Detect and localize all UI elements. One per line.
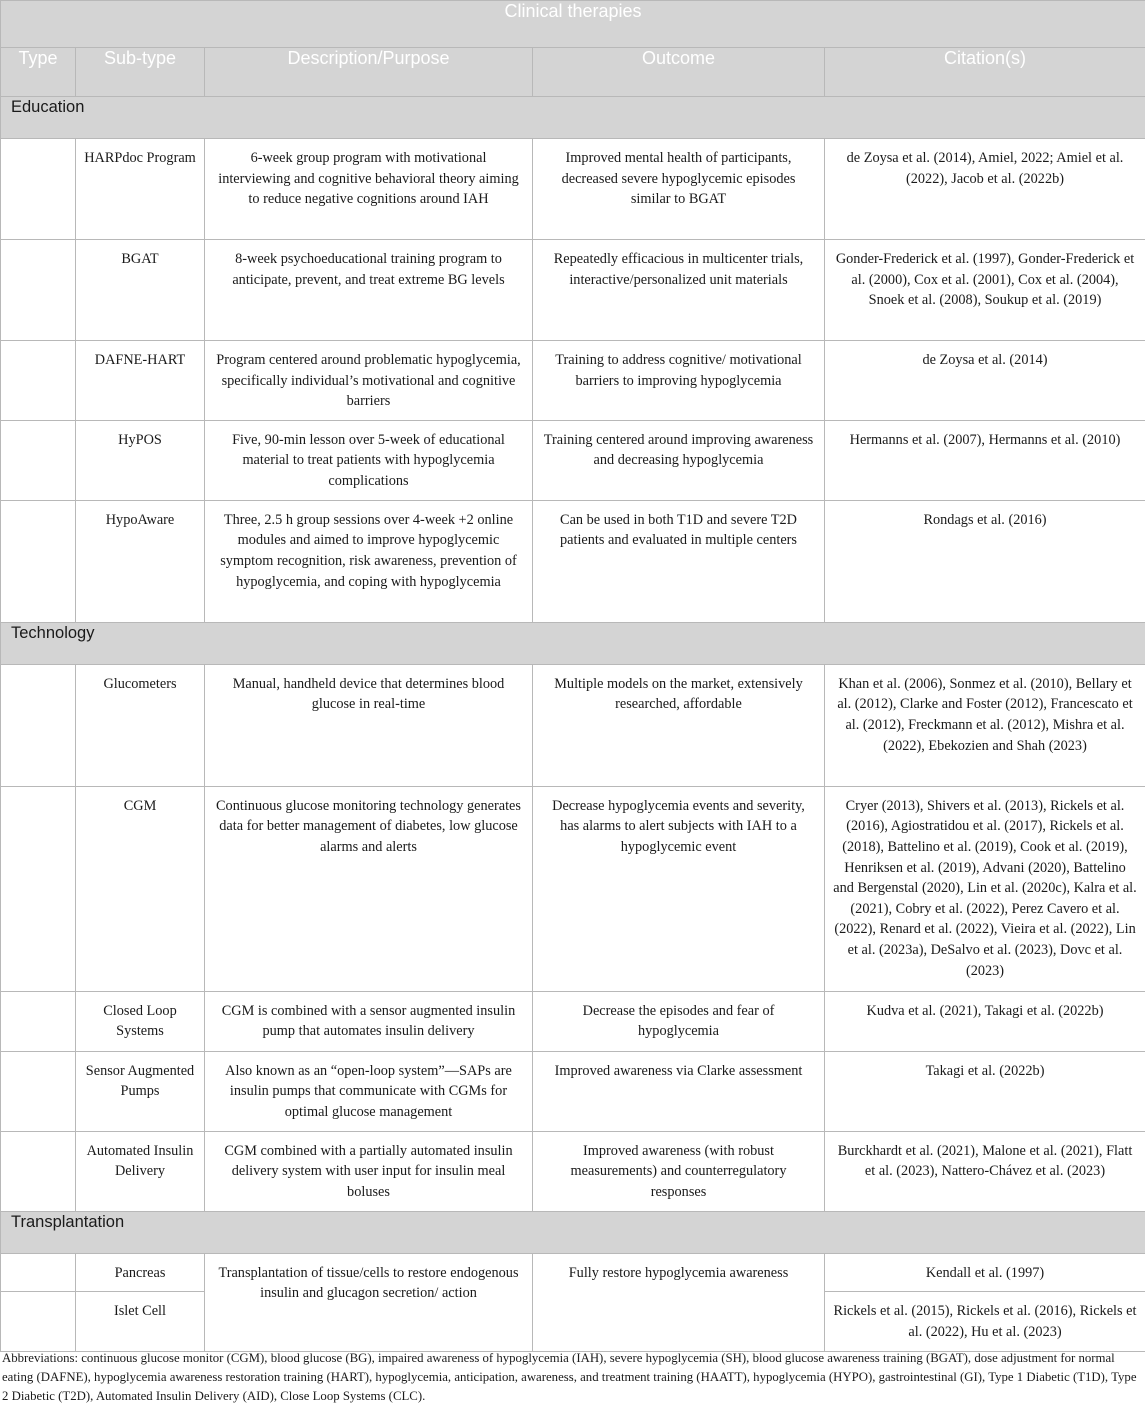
- outcome-cell: Training to address cognitive/ motivational barriers to improving hypoglycemia: [533, 341, 825, 421]
- section-technology: Technology: [1, 622, 1145, 664]
- citations-cell: Rondags et al. (2016): [825, 500, 1145, 622]
- citations-cell: Khan et al. (2006), Sonmez et al. (2010), Bellary et al. (2012), Clarke and Foster (2012), Francescato et al. (2012), Freckmann et al. (2012), Mishra et al. (2022), Ebekozien and Shah (2023): [825, 664, 1145, 786]
- citations-cell: Rickels et al. (2015), Rickels et al. (2016), Rickels et al. (2022), Hu et al. (2023): [825, 1292, 1145, 1351]
- subtype-cell: HypoAware: [76, 500, 205, 622]
- column-header-subtype: Sub-type: [76, 48, 205, 97]
- outcome-cell: Improved awareness (with robust measurements) and counterregulatory responses: [533, 1131, 825, 1211]
- type-cell: [1, 240, 76, 341]
- subtype-cell: BGAT: [76, 240, 205, 341]
- citations-cell: Takagi et al. (2022b): [825, 1051, 1145, 1131]
- description-cell: CGM combined with a partially automated insulin delivery system with user input for insulin meal boluses: [205, 1131, 533, 1211]
- outcome-cell: Multiple models on the market, extensively researched, affordable: [533, 664, 825, 786]
- table-row: [1, 240, 1145, 341]
- table-row: [1, 664, 1145, 786]
- outcome-cell: Repeatedly efficacious in multicenter trials, interactive/personalized unit materials: [533, 240, 825, 341]
- citations-cell: de Zoysa et al. (2014): [825, 341, 1145, 421]
- outcome-cell: Training centered around improving awareness and decreasing hypoglycemia: [533, 420, 825, 500]
- table-row: [1, 139, 1145, 240]
- description-cell: CGM is combined with a sensor augmented insulin pump that automates insulin delivery: [205, 991, 533, 1051]
- citations-cell: Gonder-Frederick et al. (1997), Gonder-Frederick et al. (2000), Cox et al. (2001), Cox et al. (2004), Snoek et al. (2008), Soukup et al. (2019): [825, 240, 1145, 341]
- column-header-citations: Citation(s): [825, 48, 1145, 97]
- citations-cell: de Zoysa et al. (2014), Amiel, 2022; Amiel et al. (2022), Jacob et al. (2022b): [825, 139, 1145, 240]
- section-transplantation: Transplantation: [1, 1211, 1145, 1253]
- outcome-cell: Decrease hypoglycemia events and severity, has alarms to alert subjects with IAH to a hypoglycemic event: [533, 786, 825, 991]
- description-cell: 8-week psychoeducational training program to anticipate, prevent, and treat extreme BG levels: [205, 240, 533, 341]
- subtype-cell: HyPOS: [76, 420, 205, 500]
- table-row: [1, 341, 1145, 421]
- description-cell: Continuous glucose monitoring technology generates data for better management of diabetes, low glucose alarms and alerts: [205, 786, 533, 991]
- type-cell: [1, 341, 76, 421]
- subtype-cell: Sensor Augmented Pumps: [76, 1051, 205, 1131]
- outcome-cell: Improved mental health of participants, decreased severe hypoglycemic episodes similar to BGAT: [533, 139, 825, 240]
- abbreviations-footnote: Abbreviations: continuous glucose monitor (CGM), blood glucose (BG), impaired awareness of hypoglycemia (IAH), severe hypoglycemia (SH), blood glucose awareness training (BGAT), dose adjustment for normal eating (DAFNE), hypoglycemia awareness restoration training (HART), hypoglycemia, anticipation, awareness, and treatment training (HAATT), hypoglycemia (HYPO), gastrointestinal (GI), Type 1 Diabetic (T1D), Type 2 Diabetic (T2D), Automated Insulin Delivery (AID), Close Loop Systems (CLC).: [2, 1351, 1137, 1404]
- subtype-cell: Pancreas: [76, 1253, 205, 1292]
- section-education: Education: [1, 97, 1145, 139]
- subtype-cell: HARPdoc Program: [76, 139, 205, 240]
- type-cell: [1, 139, 76, 240]
- subtype-cell: CGM: [76, 786, 205, 991]
- type-cell: [1, 664, 76, 786]
- type-cell: [1, 786, 76, 991]
- subtype-cell: Glucometers: [76, 664, 205, 786]
- outcome-cell: Can be used in both T1D and severe T2D patients and evaluated in multiple centers: [533, 500, 825, 622]
- table-row: [1, 1051, 1145, 1131]
- column-header-type: Type: [1, 48, 76, 97]
- table-row: [1, 1253, 1145, 1292]
- outcome-cell: Fully restore hypoglycemia awareness: [533, 1253, 825, 1351]
- outcome-cell: Decrease the episodes and fear of hypoglycemia: [533, 991, 825, 1051]
- table-row: [1, 420, 1145, 500]
- description-cell: Program centered around problematic hypoglycemia, specifically individual’s motivational and cognitive barriers: [205, 341, 533, 421]
- subtype-cell: Closed Loop Systems: [76, 991, 205, 1051]
- type-cell: [1, 420, 76, 500]
- table-row: [1, 500, 1145, 622]
- type-cell: [1, 500, 76, 622]
- citations-cell: Burckhardt et al. (2021), Malone et al. (2021), Flatt et al. (2023), Nattero-Chávez et al. (2023): [825, 1131, 1145, 1211]
- type-cell: [1, 1051, 76, 1131]
- type-cell: [1, 991, 76, 1051]
- column-header-outcome: Outcome: [533, 48, 825, 97]
- type-cell: [1, 1131, 76, 1211]
- citations-cell: Cryer (2013), Shivers et al. (2013), Rickels et al. (2016), Agiostratidou et al. (2017), Rickels et al. (2018), Battelino et al. (2019), Cook et al. (2019), Henriksen et al. (2019), Advani (2020), Battelino and Bergenstal (2020), Lin et al. (2020c), Kalra et al. (2021), Cobry et al. (2022), Perez Cavero et al. (2022), Renard et al. (2022), Vieira et al. (2022), Lin et al. (2023a), DeSalvo et al. (2023), Dovc et al. (2023): [825, 786, 1145, 991]
- description-cell: Also known as an “open-loop system”—SAPs are insulin pumps that communicate with CGMs for optimal glucose management: [205, 1051, 533, 1131]
- subtype-cell: DAFNE-HART: [76, 341, 205, 421]
- column-header-description: Description/Purpose: [205, 48, 533, 97]
- description-cell: Transplantation of tissue/cells to restore endogenous insulin and glucagon secretion/ action: [205, 1253, 533, 1351]
- table-row: [1, 991, 1145, 1051]
- type-cell: [1, 1253, 76, 1292]
- citations-cell: Kudva et al. (2021), Takagi et al. (2022b): [825, 991, 1145, 1051]
- table-row: [1, 786, 1145, 991]
- description-cell: Three, 2.5 h group sessions over 4-week +2 online modules and aimed to improve hypoglycemic symptom recognition, risk awareness, prevention of hypoglycemia, and coping with hypoglycemia: [205, 500, 533, 622]
- description-cell: Manual, handheld device that determines blood glucose in real-time: [205, 664, 533, 786]
- table-row: [1, 1131, 1145, 1211]
- subtype-cell: Automated Insulin Delivery: [76, 1131, 205, 1211]
- type-cell: [1, 1292, 76, 1351]
- description-cell: Five, 90-min lesson over 5-week of educational material to treat patients with hypoglycemia complications: [205, 420, 533, 500]
- table-title: Clinical therapies: [1, 1, 1145, 48]
- subtype-cell: Islet Cell: [76, 1292, 205, 1351]
- outcome-cell: Improved awareness via Clarke assessment: [533, 1051, 825, 1131]
- description-cell: 6-week group program with motivational interviewing and cognitive behavioral theory aiming to reduce negative cognitions around IAH: [205, 139, 533, 240]
- citations-cell: Hermanns et al. (2007), Hermanns et al. (2010): [825, 420, 1145, 500]
- citations-cell: Kendall et al. (1997): [825, 1253, 1145, 1292]
